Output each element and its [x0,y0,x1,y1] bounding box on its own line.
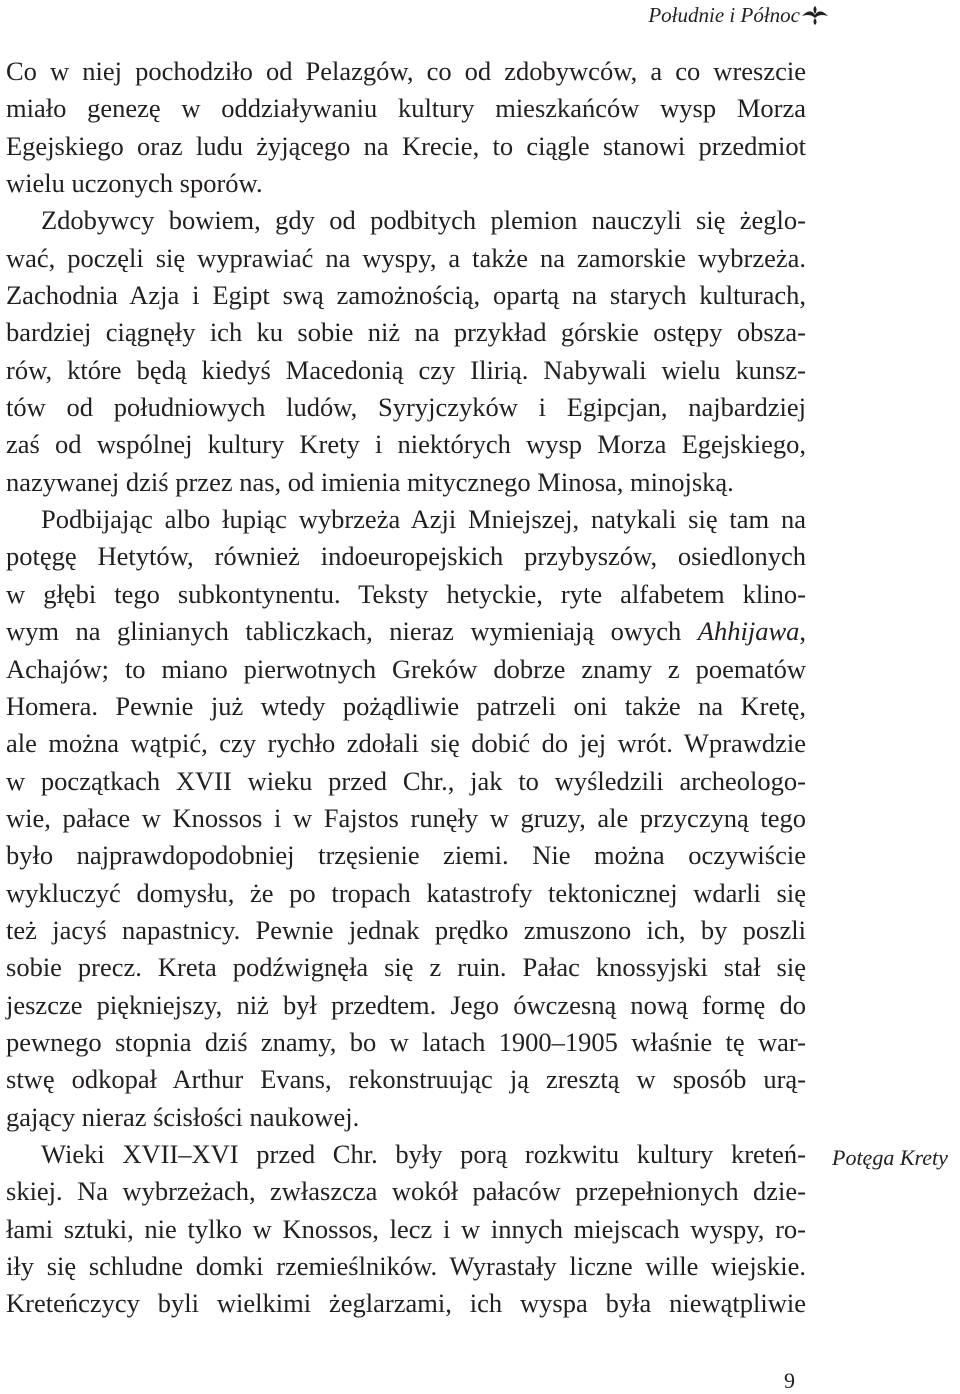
text-line: wielu uczonych sporów. [6,168,263,199]
text-line: Co w niej pochodziło od Pelazgów, co od zdobywców, a co wreszcie [6,56,806,86]
text-line: pewnego stopnia dziś znamy, bo w latach 1900–1905 właśnie tę war- [6,1026,806,1057]
text-line: też jacyś napastnicy. Pewnie jednak prędko zmuszono ich, by poszli [6,914,806,945]
body-text [6,53,806,1323]
text-line: wie, pałace w Knossos i w Fajstos runęły w gruzy, ale przyczyną tego [6,802,806,833]
text-line: jeszcze piękniejszy, niż był przedtem. Jego ówczesną nową formę do [6,989,806,1020]
running-head: Południe i Północ [648,3,800,27]
text-line: Achajów; to miano pierwotnych Greków dobrze znamy z poematów [6,653,806,684]
text-line: Kreteńczycy byli wielkimi żeglarzami, ich wyspa była niewątpliwie [6,1288,806,1319]
text-line: łami sztuki, nie tylko w Knossos, lecz i w innych miejscach wyspy, ro- [6,1213,806,1244]
text-line: bardziej ciągnęły ich ku sobie niż na przykład górskie ostępy obsza- [6,317,806,348]
text-line: w początkach XVII wieku przed Chr., jak to wyśledzili archeologo- [6,765,806,796]
text-line: Zachodnia Azja i Egipt swą zamożnością, opartą na starych kulturach, [6,280,806,311]
text-line: ale można wątpić, czy rychło zdołali się dobić do jej wrót. Wprawdzie [6,728,806,759]
text-line: Homera. Pewnie już wtedy pożądliwie patrzeli oni także na Kretę, [6,690,806,721]
text-line: potęgę Hetytów, również indoeuropejskich przybyszów, osiedlonych [6,541,806,572]
text-line: Podbijając albo łupiąc wybrzeża Azji Mniejszej, natykali się tam na [41,504,806,535]
italic-term: Ahhijawa [697,616,800,647]
text-segment: , [799,616,806,647]
text-line: wać, poczęli się wyprawiać na wyspy, a także na zamorskie wybrzeża. [6,242,806,273]
fleuron-ornament-icon [800,2,830,28]
text-line: Zdobywcy bowiem, gdy od podbitych plemion nauczyli się żeglo- [41,205,806,236]
text-line: było najprawdopodobniej trzęsienie ziemi. Nie można oczywiście [6,840,806,871]
text-segment: wym na glinianych tabliczkach, nieraz wymieniają owych [6,616,698,647]
text-line: w głębi tego subkontynentu. Teksty hetyckie, ryte alfabetem klino- [6,578,806,609]
text-line: sobie precz. Kreta podźwignęła się z ruin. Pałac knossyjski stał się [6,952,806,983]
text-line: Egejskiego oraz ludu żyjącego na Krecie, to ciągle stanowi przedmiot [6,130,806,161]
text-line: zaś od wspólnej kultury Krety i niektórych wysp Morza Egejskiego, [6,429,806,460]
text-line: nazywanej dziś przez nas, od imienia mitycznego Minosa, minojską. [6,466,734,497]
text-line: rów, które będą kiedyś Macedonią czy Ilirią. Nabywali wielu kunsz- [6,354,806,385]
text-line: stwę odkopał Arthur Evans, rekonstruując ją zresztą w sposób urą- [6,1064,806,1095]
marginal-note: Potęga Krety [832,1145,948,1170]
text-line [6,613,806,650]
text-line: wykluczyć domysłu, że po tropach katastrofy tektonicznej wdarli się [6,877,806,908]
text-line: Wieki XVII–XVI przed Chr. były porą rozkwitu kultury kreteń- [41,1138,806,1169]
text-line: tów od południowych ludów, Syryjczyków i Egipcjan, najbardziej [6,392,806,423]
text-line: skiej. Na wybrzeżach, zwłaszcza wokół pałaców przepełnionych dzie- [6,1176,806,1207]
text-line: gający nieraz ścisłości naukowej. [6,1101,360,1132]
page-number: 9 [784,1368,795,1393]
text-line: iły się schludne domki rzemieślników. Wyrastały liczne wille wiejskie. [6,1251,806,1281]
text-line: miało genezę w oddziaływaniu kultury mieszkańców wysp Morza [6,93,806,124]
